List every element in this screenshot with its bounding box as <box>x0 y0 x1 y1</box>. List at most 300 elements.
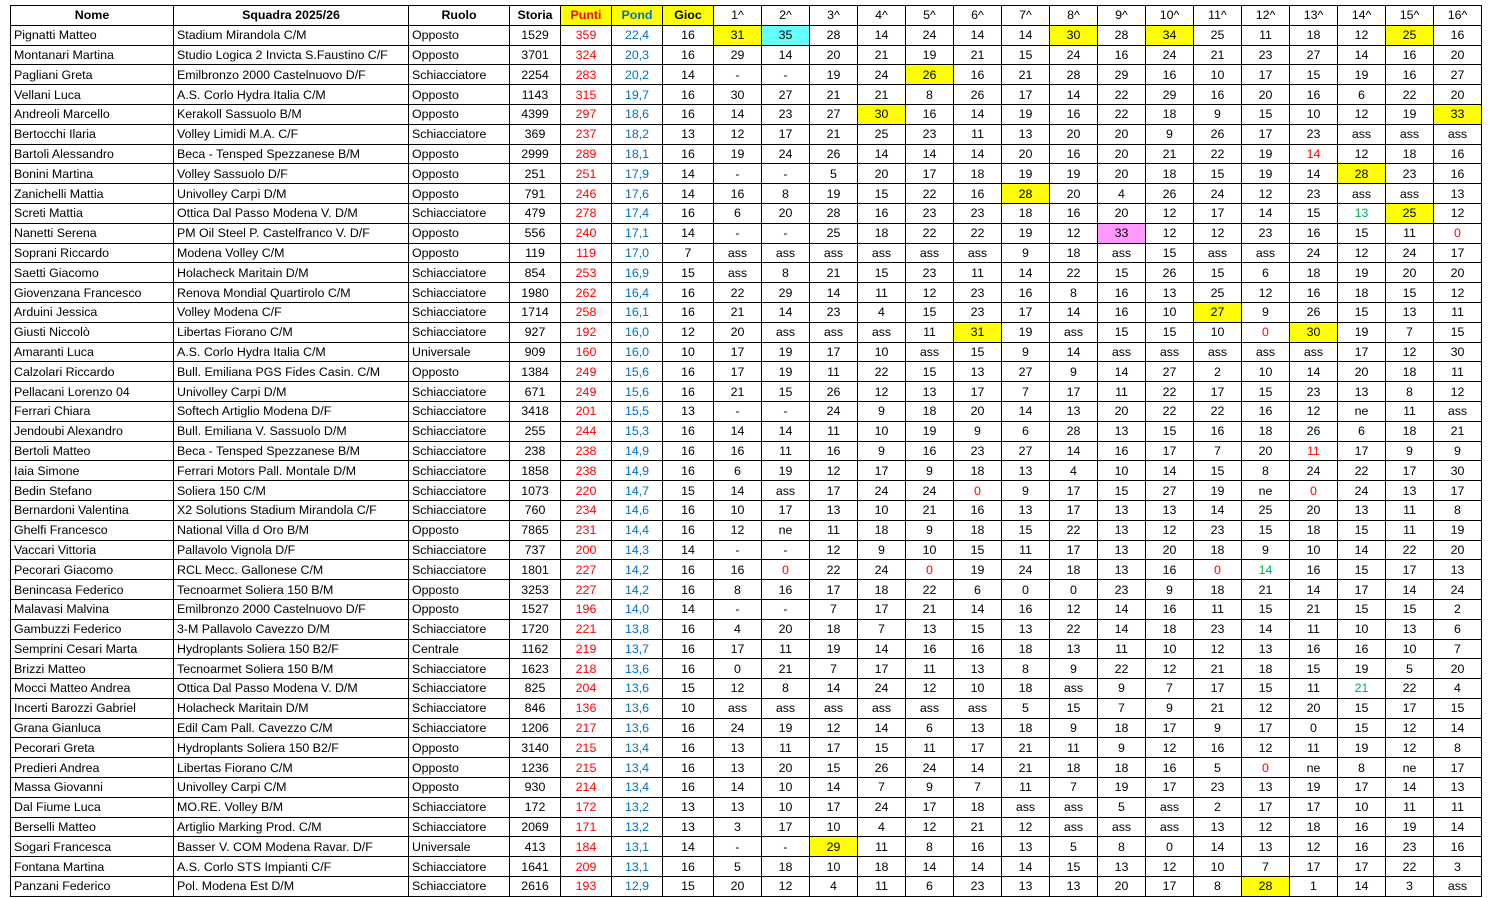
game-11-score: 14 <box>1194 837 1242 857</box>
game-11-score: 12 <box>1194 223 1242 243</box>
game-2-score: 19 <box>762 342 810 362</box>
game-5-score: 23 <box>906 203 954 223</box>
storia-value: 3701 <box>510 45 561 65</box>
game-7-score: 16 <box>1002 599 1050 619</box>
game-2-score: 14 <box>762 45 810 65</box>
game-9-score: 10 <box>1098 461 1146 481</box>
player-name: Bonini Martina <box>11 164 174 184</box>
game-16-score: 12 <box>1434 382 1482 402</box>
game-5-score: 23 <box>906 263 954 283</box>
game-11-score: 21 <box>1194 45 1242 65</box>
punti-value: 171 <box>561 817 612 837</box>
game-7-score: 20 <box>1002 144 1050 164</box>
game-8-score: 0 <box>1050 580 1098 600</box>
game-3-score: 14 <box>810 778 858 798</box>
punti-value: 119 <box>561 243 612 263</box>
pond-value: 13,7 <box>612 639 663 659</box>
game-15-score: 9 <box>1386 441 1434 461</box>
game-10-score: 13 <box>1146 500 1194 520</box>
game-4-score: 11 <box>858 283 906 303</box>
pond-value: 18,1 <box>612 144 663 164</box>
game-9-score: 16 <box>1098 283 1146 303</box>
game-5-score: 21 <box>906 599 954 619</box>
pond-value: 14,7 <box>612 481 663 501</box>
game-13-score: 18 <box>1290 520 1338 540</box>
gioc-value: 16 <box>663 45 714 65</box>
game-14-score: 14 <box>1338 45 1386 65</box>
game-1-score: - <box>714 401 762 421</box>
punti-value: 136 <box>561 698 612 718</box>
game-7-score: 11 <box>1002 540 1050 560</box>
game-3-score: 7 <box>810 659 858 679</box>
role: Opposto <box>409 243 510 263</box>
game-1-score: 17 <box>714 342 762 362</box>
game-5-score: 10 <box>906 540 954 560</box>
game-16-score: 30 <box>1434 342 1482 362</box>
game-10-score: 17 <box>1146 877 1194 897</box>
game-16-score: 9 <box>1434 441 1482 461</box>
game-12-score: 17 <box>1242 797 1290 817</box>
game-7-score: 19 <box>1002 223 1050 243</box>
game-10-score: 9 <box>1146 580 1194 600</box>
role: Schiacciatore <box>409 540 510 560</box>
punti-value: 192 <box>561 322 612 342</box>
team-name: Modena Volley C/M <box>174 243 409 263</box>
game-13-score: 26 <box>1290 302 1338 322</box>
game-15-score: ne <box>1386 758 1434 778</box>
storia-value: 172 <box>510 797 561 817</box>
game-11-score: 10 <box>1194 65 1242 85</box>
pond-value: 12,9 <box>612 877 663 897</box>
team-name: Volley Modena C/F <box>174 302 409 322</box>
gioc-value: 10 <box>663 342 714 362</box>
game-12-score: 21 <box>1242 580 1290 600</box>
punti-value: 240 <box>561 223 612 243</box>
game-2-score: 20 <box>762 203 810 223</box>
game-10-score: 16 <box>1146 65 1194 85</box>
gioc-value: 15 <box>663 481 714 501</box>
player-name: Malavasi Malvina <box>11 599 174 619</box>
game-4-score: 18 <box>858 857 906 877</box>
gioc-value: 16 <box>663 203 714 223</box>
game-12-score: 15 <box>1242 382 1290 402</box>
game-8-score: 19 <box>1050 164 1098 184</box>
game-6-score: 16 <box>954 837 1002 857</box>
team-name: Volley Limidi M.A. C/F <box>174 124 409 144</box>
game-10-score: 15 <box>1146 421 1194 441</box>
game-14-score: 10 <box>1338 619 1386 639</box>
player-name: Mocci Matteo Andrea <box>11 679 174 699</box>
game-16-score: 13 <box>1434 778 1482 798</box>
game-16-score: 16 <box>1434 144 1482 164</box>
punti-value: 262 <box>561 283 612 303</box>
game-3-score: 17 <box>810 342 858 362</box>
storia-value: 1527 <box>510 599 561 619</box>
pond-value: 13,1 <box>612 857 663 877</box>
game-8-score: 11 <box>1050 738 1098 758</box>
game-13-score: 21 <box>1290 599 1338 619</box>
team-name: Pol. Modena Est D/M <box>174 877 409 897</box>
game-9-score: 13 <box>1098 857 1146 877</box>
table-row <box>11 500 1482 520</box>
table-row <box>11 203 1482 223</box>
pond-value: 13,2 <box>612 817 663 837</box>
game-7-score: 13 <box>1002 619 1050 639</box>
game-11-score: 7 <box>1194 441 1242 461</box>
game-2-score: 17 <box>762 500 810 520</box>
game-13-score: 16 <box>1290 223 1338 243</box>
game-6-score: 16 <box>954 184 1002 204</box>
team-name: Tecnoarmet Soliera 150 B/M <box>174 659 409 679</box>
team-name: PM Oil Steel P. Castelfranco V. D/F <box>174 223 409 243</box>
game-7-score: 9 <box>1002 342 1050 362</box>
game-16-score: 30 <box>1434 461 1482 481</box>
game-4-score: 17 <box>858 461 906 481</box>
player-name: Benincasa Federico <box>11 580 174 600</box>
game-6-score: 23 <box>954 203 1002 223</box>
game-13-score: 14 <box>1290 580 1338 600</box>
game-14-score: 28 <box>1338 164 1386 184</box>
game-9-score: 16 <box>1098 302 1146 322</box>
table-row <box>11 540 1482 560</box>
player-name: Nanetti Serena <box>11 223 174 243</box>
gioc-value: 16 <box>663 520 714 540</box>
game-2-score: 27 <box>762 85 810 105</box>
game-3-score: 12 <box>810 540 858 560</box>
game-1-score: 14 <box>714 481 762 501</box>
game-12-score: 23 <box>1242 45 1290 65</box>
game-15-score: 18 <box>1386 362 1434 382</box>
game-13-score: 12 <box>1290 401 1338 421</box>
pond-value: 13,6 <box>612 698 663 718</box>
pond-value: 13,1 <box>612 837 663 857</box>
punti-value: 244 <box>561 421 612 441</box>
game-15-score: 11 <box>1386 797 1434 817</box>
game-5-score: 24 <box>906 758 954 778</box>
game-7-score: 9 <box>1002 243 1050 263</box>
player-name: Vaccari Vittoria <box>11 540 174 560</box>
game-15-score: 3 <box>1386 877 1434 897</box>
game-3-score: 16 <box>810 441 858 461</box>
game-13-score: 11 <box>1290 738 1338 758</box>
game-16-score: 33 <box>1434 104 1482 124</box>
game-6-score: 21 <box>954 817 1002 837</box>
game-15-score: 25 <box>1386 25 1434 45</box>
table-row <box>11 65 1482 85</box>
game-8-score: 22 <box>1050 619 1098 639</box>
storia-value: 1529 <box>510 25 561 45</box>
role: Opposto <box>409 758 510 778</box>
game-14-score: ne <box>1338 401 1386 421</box>
game-13-score: 18 <box>1290 25 1338 45</box>
game-5-score: 15 <box>906 302 954 322</box>
game-14-score: 16 <box>1338 837 1386 857</box>
col-header-g5: 5^ <box>906 6 954 26</box>
team-name: Artiglio Marking Prod. C/M <box>174 817 409 837</box>
game-8-score: 18 <box>1050 560 1098 580</box>
storia-value: 846 <box>510 698 561 718</box>
game-5-score: 9 <box>906 520 954 540</box>
game-1-score: 30 <box>714 85 762 105</box>
role: Schiacciatore <box>409 421 510 441</box>
game-1-score: 20 <box>714 877 762 897</box>
punti-value: 215 <box>561 738 612 758</box>
game-13-score: 17 <box>1290 857 1338 877</box>
game-13-score: 10 <box>1290 104 1338 124</box>
pond-value: 13,6 <box>612 718 663 738</box>
game-8-score: ass <box>1050 322 1098 342</box>
game-16-score: 13 <box>1434 560 1482 580</box>
punti-value: 220 <box>561 481 612 501</box>
storia-value: 255 <box>510 421 561 441</box>
game-1-score: 17 <box>714 639 762 659</box>
player-name: Montanari Martina <box>11 45 174 65</box>
game-4-score: 30 <box>858 104 906 124</box>
game-13-score: 11 <box>1290 619 1338 639</box>
col-header-squadra: Squadra 2025/26 <box>174 6 409 26</box>
pond-value: 13,6 <box>612 679 663 699</box>
game-11-score: 2 <box>1194 362 1242 382</box>
game-10-score: 12 <box>1146 659 1194 679</box>
game-12-score: ne <box>1242 481 1290 501</box>
header-row <box>11 6 1482 26</box>
gioc-value: 12 <box>663 322 714 342</box>
game-15-score: 24 <box>1386 243 1434 263</box>
game-4-score: 24 <box>858 65 906 85</box>
game-10-score: 16 <box>1146 758 1194 778</box>
role: Universale <box>409 342 510 362</box>
game-15-score: 7 <box>1386 322 1434 342</box>
game-11-score: 14 <box>1194 500 1242 520</box>
game-5-score: 15 <box>906 362 954 382</box>
game-12-score: 13 <box>1242 778 1290 798</box>
game-11-score: 17 <box>1194 679 1242 699</box>
game-8-score: 28 <box>1050 421 1098 441</box>
game-12-score: 15 <box>1242 520 1290 540</box>
pond-value: 16,4 <box>612 283 663 303</box>
game-15-score: 15 <box>1386 599 1434 619</box>
team-name: Hydroplants Soliera 150 B2/F <box>174 639 409 659</box>
punti-value: 215 <box>561 758 612 778</box>
game-4-score: 9 <box>858 441 906 461</box>
game-3-score: 17 <box>810 738 858 758</box>
game-16-score: 15 <box>1434 698 1482 718</box>
game-4-score: 21 <box>858 85 906 105</box>
role: Schiacciatore <box>409 401 510 421</box>
storia-value: 3253 <box>510 580 561 600</box>
game-1-score: 4 <box>714 619 762 639</box>
game-3-score: 13 <box>810 500 858 520</box>
game-10-score: 12 <box>1146 203 1194 223</box>
team-name: Soliera 150 C/M <box>174 481 409 501</box>
game-10-score: 13 <box>1146 283 1194 303</box>
game-12-score: 25 <box>1242 500 1290 520</box>
punti-value: 219 <box>561 639 612 659</box>
role: Schiacciatore <box>409 817 510 837</box>
game-15-score: 12 <box>1386 342 1434 362</box>
game-7-score: 13 <box>1002 877 1050 897</box>
game-15-score: 11 <box>1386 223 1434 243</box>
team-name: Beca - Tensped Spezzanese B/M <box>174 144 409 164</box>
storia-value: 1980 <box>510 283 561 303</box>
game-8-score: 15 <box>1050 857 1098 877</box>
game-8-score: 12 <box>1050 223 1098 243</box>
game-10-score: 29 <box>1146 85 1194 105</box>
col-header-ruolo: Ruolo <box>409 6 510 26</box>
game-13-score: 20 <box>1290 500 1338 520</box>
game-6-score: 18 <box>954 461 1002 481</box>
game-1-score: 31 <box>714 25 762 45</box>
game-6-score: 13 <box>954 362 1002 382</box>
pond-value: 15,3 <box>612 421 663 441</box>
game-1-score: 6 <box>714 461 762 481</box>
game-2-score: 19 <box>762 461 810 481</box>
game-8-score: ass <box>1050 679 1098 699</box>
game-7-score: 16 <box>1002 283 1050 303</box>
game-4-score: 24 <box>858 679 906 699</box>
game-6-score: 13 <box>954 718 1002 738</box>
col-header-gioc: Gioc <box>663 6 714 26</box>
table-row <box>11 738 1482 758</box>
game-16-score: 11 <box>1434 302 1482 322</box>
game-15-score: 17 <box>1386 698 1434 718</box>
game-4-score: 26 <box>858 758 906 778</box>
game-9-score: 7 <box>1098 698 1146 718</box>
game-11-score: ass <box>1194 243 1242 263</box>
game-4-score: 14 <box>858 25 906 45</box>
storia-value: 413 <box>510 837 561 857</box>
game-1-score: 13 <box>714 797 762 817</box>
game-16-score: 24 <box>1434 580 1482 600</box>
game-12-score: 6 <box>1242 263 1290 283</box>
game-14-score: 15 <box>1338 302 1386 322</box>
game-8-score: 14 <box>1050 302 1098 322</box>
game-9-score: 9 <box>1098 679 1146 699</box>
storia-value: 1720 <box>510 619 561 639</box>
game-15-score: 11 <box>1386 401 1434 421</box>
game-1-score: - <box>714 540 762 560</box>
game-3-score: ass <box>810 698 858 718</box>
punti-value: 258 <box>561 302 612 322</box>
game-4-score: 4 <box>858 817 906 837</box>
punti-value: 184 <box>561 837 612 857</box>
game-3-score: 26 <box>810 144 858 164</box>
game-2-score: 29 <box>762 283 810 303</box>
game-11-score: 16 <box>1194 85 1242 105</box>
game-14-score: 19 <box>1338 738 1386 758</box>
game-6-score: 0 <box>954 481 1002 501</box>
game-2-score: 21 <box>762 659 810 679</box>
game-7-score: 12 <box>1002 817 1050 837</box>
player-name: Semprini Cesari Marta <box>11 639 174 659</box>
game-7-score: 17 <box>1002 85 1050 105</box>
pond-value: 14,4 <box>612 520 663 540</box>
game-3-score: 27 <box>810 104 858 124</box>
game-10-score: 18 <box>1146 619 1194 639</box>
game-1-score: 14 <box>714 778 762 798</box>
game-11-score: 15 <box>1194 461 1242 481</box>
game-2-score: 12 <box>762 877 810 897</box>
game-13-score: 11 <box>1290 679 1338 699</box>
game-15-score: 14 <box>1386 580 1434 600</box>
storia-value: 1073 <box>510 481 561 501</box>
game-7-score: 7 <box>1002 382 1050 402</box>
col-header-g4: 4^ <box>858 6 906 26</box>
game-10-score: 17 <box>1146 718 1194 738</box>
game-8-score: 5 <box>1050 837 1098 857</box>
game-10-score: 10 <box>1146 302 1194 322</box>
table-row <box>11 184 1482 204</box>
player-name: Giovenzana Francesco <box>11 283 174 303</box>
game-8-score: 13 <box>1050 401 1098 421</box>
game-11-score: 23 <box>1194 778 1242 798</box>
col-header-g11: 11^ <box>1194 6 1242 26</box>
game-6-score: 14 <box>954 857 1002 877</box>
game-9-score: 28 <box>1098 25 1146 45</box>
game-10-score: 9 <box>1146 698 1194 718</box>
punti-value: 217 <box>561 718 612 738</box>
game-5-score: 8 <box>906 85 954 105</box>
game-16-score: 13 <box>1434 184 1482 204</box>
storia-value: 3140 <box>510 738 561 758</box>
game-15-score: 22 <box>1386 857 1434 877</box>
game-10-score: ass <box>1146 797 1194 817</box>
role: Schiacciatore <box>409 263 510 283</box>
game-16-score: 6 <box>1434 619 1482 639</box>
game-7-score: 28 <box>1002 184 1050 204</box>
gioc-value: 14 <box>663 837 714 857</box>
game-4-score: 20 <box>858 164 906 184</box>
game-15-score: 12 <box>1386 718 1434 738</box>
game-13-score: 11 <box>1290 441 1338 461</box>
game-13-score: 23 <box>1290 124 1338 144</box>
game-5-score: 12 <box>906 679 954 699</box>
game-6-score: 7 <box>954 778 1002 798</box>
game-10-score: 16 <box>1146 560 1194 580</box>
game-8-score: 20 <box>1050 124 1098 144</box>
game-8-score: 12 <box>1050 599 1098 619</box>
punti-value: 237 <box>561 124 612 144</box>
game-11-score: 13 <box>1194 817 1242 837</box>
game-15-score: 5 <box>1386 659 1434 679</box>
game-2-score: - <box>762 837 810 857</box>
game-2-score: ass <box>762 698 810 718</box>
gioc-value: 15 <box>663 679 714 699</box>
storia-value: 909 <box>510 342 561 362</box>
game-9-score: 8 <box>1098 837 1146 857</box>
gioc-value: 16 <box>663 25 714 45</box>
team-name: Libertas Fiorano C/M <box>174 322 409 342</box>
game-1-score: 21 <box>714 382 762 402</box>
pond-value: 20,3 <box>612 45 663 65</box>
pond-value: 13,4 <box>612 738 663 758</box>
game-7-score: 0 <box>1002 580 1050 600</box>
game-10-score: 24 <box>1146 45 1194 65</box>
game-11-score: 23 <box>1194 520 1242 540</box>
game-16-score: 14 <box>1434 718 1482 738</box>
game-5-score: 9 <box>906 461 954 481</box>
game-12-score: ass <box>1242 342 1290 362</box>
game-11-score: 27 <box>1194 302 1242 322</box>
role: Opposto <box>409 778 510 798</box>
game-8-score: 30 <box>1050 25 1098 45</box>
gioc-value: 16 <box>663 461 714 481</box>
team-name: Univolley Carpi D/M <box>174 382 409 402</box>
storia-value: 479 <box>510 203 561 223</box>
game-9-score: 16 <box>1098 45 1146 65</box>
game-10-score: ass <box>1146 342 1194 362</box>
gioc-value: 15 <box>663 877 714 897</box>
